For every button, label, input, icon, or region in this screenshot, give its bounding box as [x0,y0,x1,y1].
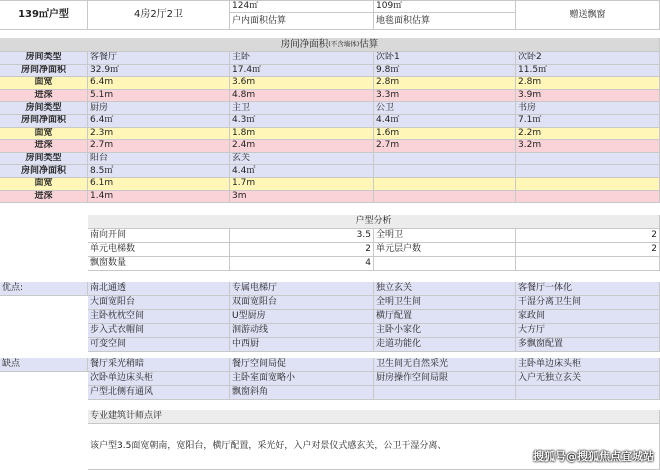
analysis-label: 南向开间 [88,229,230,243]
watermark: 搜狐号@搜狐焦点宜城站 [533,450,654,463]
review-title: 专业建筑计师点评 [88,410,660,424]
width-cell: 6.1m [88,178,230,191]
row-label-width: 面宽 [0,128,88,141]
advantage-item: 客餐厅一体化 [516,282,660,296]
advantage-item: 双面宽阳台 [230,296,374,310]
net-area-cell: 9.8㎡ [374,65,516,78]
net-area-title [0,38,660,52]
disadvantage-item: 入户无独立玄关 [516,372,660,386]
row-label-width: 面宽 [0,178,88,191]
advantage-item: 多飘窗配置 [516,338,660,352]
net-area-cell: 32.9㎡ [88,65,230,78]
depth-cell: 2.7m [88,140,230,153]
width-cell: 2.8m [516,77,660,90]
depth-cell [516,191,660,204]
analysis-value-2: 2 [516,229,660,243]
analysis-label: 单元电梯数 [88,243,230,257]
room-type-cell: 次卧2 [516,52,660,65]
net-area-title-text: 房间净面积 [280,38,329,50]
net-area-title-suffix: 估算 [359,38,379,50]
net-area-cell: 7.1㎡ [516,115,660,128]
net-area-cell [374,165,516,178]
row-label-depth: 进深 [0,90,88,103]
room-type-cell: 公卫 [374,102,516,115]
net-area-cell: 4.4㎡ [230,165,374,178]
advantage-item: 干湿分离卫生间 [516,296,660,310]
width-cell: 1.8m [230,128,374,141]
disadvantage-item: 餐厅空间局促 [230,358,374,372]
advantage-item: 全明卫生间 [374,296,516,310]
advantage-item: 大面宽阳台 [88,296,230,310]
room-type-cell: 厨房 [88,102,230,115]
advantage-item: 洄游动线 [230,324,374,338]
depth-cell: 3.9m [516,90,660,103]
width-cell [374,178,516,191]
unit-type: 139㎡户型 [0,0,88,30]
bonus-label: 赠送飘窗 [516,0,660,30]
advantage-item: 大方厅 [516,324,660,338]
room-type-cell: 次卧1 [374,52,516,65]
review-text: 该户型3.5面宽朝南，宽阳台，横厅配置，采光好，入户对景仪式感玄关，公卫干湿分离、 [88,424,660,470]
advantage-item: 步入式衣帽间 [88,324,230,338]
analysis-value: 3.5 [230,229,374,243]
width-cell: 2.2m [516,128,660,141]
depth-cell: 2.4m [230,140,374,153]
net-area-cell: 11.5㎡ [516,65,660,78]
net-area-cell: 6.4㎡ [88,115,230,128]
net-area-cell: 4.3㎡ [230,115,374,128]
row-label-depth: 进深 [0,140,88,153]
room-type-cell [374,153,516,166]
inner-area-value: 124㎡ [230,0,374,13]
analysis-value: 4 [230,257,374,271]
depth-cell: 2.7m [374,140,516,153]
room-type-cell: 书房 [516,102,660,115]
depth-cell: 1.4m [88,191,230,204]
depth-cell: 3.2m [516,140,660,153]
analysis-label-2 [374,257,516,271]
width-cell: 3.6m [230,77,374,90]
row-label-net-area: 房间净面积 [0,65,88,78]
width-cell: 2.8m [374,77,516,90]
row-label-room-type: 房间类型 [0,153,88,166]
width-cell: 2.3m [88,128,230,141]
width-cell: 6.4m [88,77,230,90]
row-label-net-area: 房间净面积 [0,115,88,128]
analysis-label-2: 全明卫 [374,229,516,243]
depth-cell: 3m [230,191,374,204]
row-label-room-type: 房间类型 [0,52,88,65]
advantage-item: 主卧枕枕空间 [88,310,230,324]
advantage-item: 中西厨 [230,338,374,352]
depth-cell: 5.1m [88,90,230,103]
room-type-cell: 主卧 [230,52,374,65]
advantage-item: U型厨房 [230,310,374,324]
depth-cell: 3.3m [374,90,516,103]
net-area-cell: 4.4㎡ [374,115,516,128]
analysis-value-2 [516,257,660,271]
row-label-width: 面宽 [0,77,88,90]
analysis-title: 户型分析 [88,215,660,229]
width-cell: 1.7m [230,178,374,191]
disadvantage-item: 主卧单边床头柜 [516,358,660,372]
disadvantage-item: 飘窗斜角 [230,386,374,400]
analysis-value: 2 [230,243,374,257]
disadvantage-item: 卫生间无自然采光 [374,358,516,372]
advantage-item: 南北通透 [88,282,230,296]
width-cell [516,178,660,191]
net-area-cell: 8.5㎡ [88,165,230,178]
width-cell: 1.6m [374,128,516,141]
net-area-cell [516,165,660,178]
room-type-cell: 客餐厅 [88,52,230,65]
disadvantage-item: 户型北侧有通风 [88,386,230,400]
advantage-item: 可变空间 [88,338,230,352]
disadvantage-item: 餐厅采光稍暗 [88,358,230,372]
net-area-title-note: (不含墙体) [328,40,360,49]
inner-area-label: 户内面积估算 [230,13,374,30]
advantage-item: 主卧小家化 [374,324,516,338]
advantage-item: 专属电梯厅 [230,282,374,296]
disadvantage-item [516,386,660,400]
disadvantage-item: 厨房操作空间局限 [374,372,516,386]
row-label-room-type: 房间类型 [0,102,88,115]
row-label-depth: 进深 [0,191,88,204]
disadvantage-item: 次卧单边床头柜 [88,372,230,386]
advantage-item: 横厅配置 [374,310,516,324]
row-label-net-area: 房间净面积 [0,165,88,178]
disadvantage-item [374,386,516,400]
room-type-cell: 主卫 [230,102,374,115]
advantages-label: 优点: [0,282,88,296]
depth-cell: 4.8m [230,90,374,103]
layout-label: 4房2厅2卫 [88,0,230,30]
analysis-label-2: 单元层户数 [374,243,516,257]
net-area-cell: 17.4㎡ [230,65,374,78]
room-type-cell: 玄关 [230,153,374,166]
advantage-item: 家政间 [516,310,660,324]
land-area-label: 地毯面积估算 [374,13,516,30]
analysis-label: 飘窗数量 [88,257,230,271]
room-type-cell [516,153,660,166]
analysis-value-2: 2 [516,243,660,257]
room-type-cell: 阳台 [88,153,230,166]
disadvantages-label: 缺点 [0,358,88,372]
depth-cell [374,191,516,204]
advantage-item: 走道功能化 [374,338,516,352]
disadvantage-item: 主卧室面宽略小 [230,372,374,386]
advantage-item: 独立玄关 [374,282,516,296]
land-area-value: 109㎡ [374,0,516,13]
